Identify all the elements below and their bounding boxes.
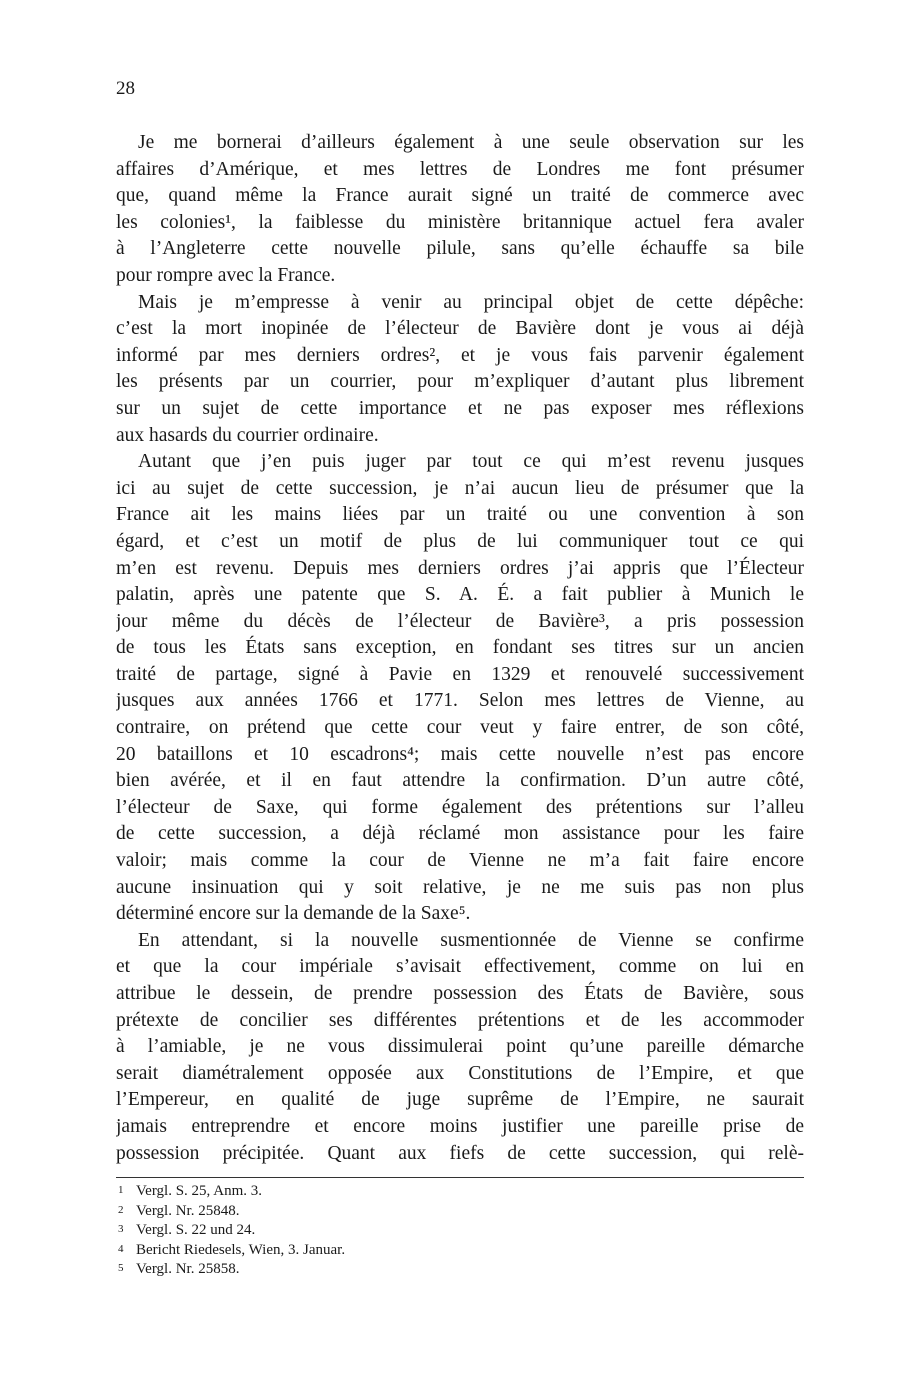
text-line: ici au sujet de cette succession, je n’ai aucun lieu de présumer que la bbox=[116, 477, 804, 499]
footnote bbox=[118, 1202, 798, 1222]
footnote-number: 5 bbox=[118, 1262, 124, 1274]
footnote-number: 3 bbox=[118, 1223, 124, 1235]
text-line: France ait les mains liées par un traité ou une convention à son bbox=[116, 504, 804, 526]
footnote-text: Vergl. S. 22 und 24. bbox=[136, 1222, 256, 1238]
text-line: traité de partage, signé à Pavie en 1329 et renouvelé successivement bbox=[116, 663, 804, 685]
text-line: Je me bornerai d’ailleurs également à une seule observation sur les bbox=[138, 132, 804, 153]
footnote-number: 1 bbox=[118, 1184, 124, 1196]
footnote-number: 4 bbox=[118, 1242, 124, 1255]
paragraph bbox=[116, 449, 804, 928]
text-line: aux hasards du courrier ordinaire. bbox=[116, 424, 379, 446]
footnote bbox=[118, 1241, 798, 1261]
text-line: à l’amiable, je ne vous dissimulerai point qu’une pareille démarche bbox=[116, 1036, 804, 1058]
text-line: Autant que j’en puis juger par tout ce qui m’est revenu jusques bbox=[138, 451, 804, 473]
text-line: l’électeur de Saxe, qui forme également des prétentions sur l’alleu bbox=[116, 796, 804, 818]
footnote bbox=[118, 1182, 798, 1202]
footnote bbox=[118, 1260, 798, 1280]
text-line: aucune insinuation qui y soit relative, je ne me suis pas non plus bbox=[116, 876, 804, 898]
footnote-text: Vergl. S. 25, Anm. 3. bbox=[136, 1183, 262, 1199]
text-line: possession précipitée. Quant aux fiefs de cette succession, qui relè- bbox=[116, 1142, 804, 1164]
footnote bbox=[118, 1221, 798, 1241]
body-text bbox=[116, 130, 804, 1167]
footnote-divider bbox=[116, 1177, 804, 1178]
paragraph bbox=[116, 290, 804, 450]
footnote-number: 2 bbox=[118, 1203, 124, 1216]
page-number: 28 bbox=[116, 78, 135, 99]
text-line: déterminé encore sur la demande de la Saxe⁵. bbox=[116, 903, 471, 925]
text-line: m’en est revenu. Depuis mes derniers ordres j’ai appris que l’Électeur bbox=[116, 557, 804, 579]
paragraph bbox=[116, 130, 804, 290]
text-line: de tous les États sans exception, en fondant ses titres sur un ancien bbox=[116, 637, 804, 659]
text-line: contraire, on prétend que cette cour veut y faire entrer, de son côté, bbox=[116, 717, 804, 739]
text-line: égard, et c’est un motif de plus de lui communiquer tout ce qui bbox=[116, 530, 804, 552]
text-line: serait diamétralement opposée aux Constitutions de l’Empire, et que bbox=[116, 1062, 804, 1084]
text-line: jusques aux années 1766 et 1771. Selon mes lettres de Vienne, au bbox=[116, 690, 804, 712]
text-line: affaires d’Amérique, et mes lettres de Londres me font présumer bbox=[116, 158, 804, 180]
text-line: à l’Angleterre cette nouvelle pilule, sans qu’elle échauffe sa bile bbox=[116, 238, 804, 260]
text-line: pour rompre avec la France. bbox=[116, 264, 336, 286]
paragraph bbox=[116, 928, 804, 1167]
text-line: Mais je m’empresse à venir au principal objet de cette dépêche: bbox=[138, 291, 804, 313]
text-line: l’Empereur, en qualité de juge suprême de l’Empire, ne saurait bbox=[116, 1089, 804, 1111]
footnote-text: Bericht Riedesels, Wien, 3. Januar. bbox=[136, 1241, 346, 1258]
text-line: jour même du décès de l’électeur de Bavière³, a pris possession bbox=[116, 610, 804, 632]
text-line: et que la cour impériale s’avisait effectivement, comme on lui en bbox=[116, 956, 804, 978]
text-line: 20 bataillons et 10 escadrons⁴; mais cette nouvelle n’est pas encore bbox=[116, 743, 804, 765]
text-line: de cette succession, a déjà réclamé mon assistance pour les faire bbox=[116, 823, 804, 845]
text-line: les présents par un courrier, pour m’expliquer d’autant plus librement bbox=[116, 371, 804, 393]
footnote-text: Vergl. Nr. 25848. bbox=[136, 1202, 240, 1219]
text-line: palatin, après une patente que S. A. É. a fait publier à Munich le bbox=[116, 584, 804, 606]
text-line: c’est la mort inopinée de l’électeur de Bavière dont je vous ai déjà bbox=[116, 318, 804, 340]
footnotes bbox=[118, 1182, 798, 1280]
text-line: les colonies¹, la faiblesse du ministère britannique actuel fera avaler bbox=[116, 211, 804, 233]
footnote-text: Vergl. Nr. 25858. bbox=[136, 1261, 240, 1277]
text-line: que, quand même la France aurait signé un traité de commerce avec bbox=[116, 185, 804, 207]
text-line: attribue le dessein, de prendre possession des États de Bavière, sous bbox=[116, 983, 804, 1004]
text-line: sur un sujet de cette importance et ne pas exposer mes réflexions bbox=[116, 397, 804, 419]
text-line: En attendant, si la nouvelle susmentionnée de Vienne se confirme bbox=[138, 929, 804, 951]
text-line: informé par mes derniers ordres², et je vous fais parvenir également bbox=[116, 344, 804, 366]
text-line: jamais entreprendre et encore moins justifier une pareille prise de bbox=[116, 1115, 804, 1137]
text-line: bien avérée, et il en faut attendre la confirmation. D’un autre côté, bbox=[116, 770, 804, 792]
text-line: valoir; mais comme la cour de Vienne ne m’a fait faire encore bbox=[116, 850, 804, 872]
text-line: prétexte de concilier ses différentes prétentions et de les accommoder bbox=[116, 1009, 804, 1031]
